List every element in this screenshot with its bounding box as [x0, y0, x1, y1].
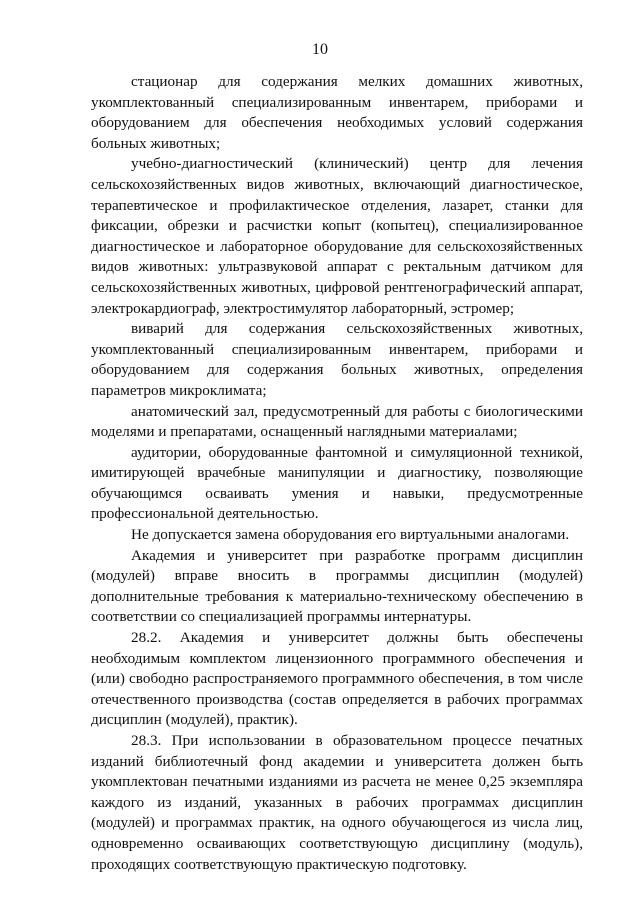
paragraph-simulation-classrooms: аудитории, оборудованные фантомной и симуляционной техникой, имитирующей врачебные манипуляции и диагностику, позволяющие обучающимся осваивать умения и навыки, предусмотренные профессиональной деятельностью. [91, 443, 583, 523]
paragraph-vivarium: виварий для содержания сельскохозяйственных животных, укомплектованный специализированным инвентарем, приборами и оборудованием для содержания больных животных, определения параметров микроклимата; [91, 320, 583, 399]
paragraph-clinical-center: учебно-диагностический (клинический) центр для лечения сельскохозяйственных видов животных, включающий диагностическое, терапевтическое и профилактическое отделения, лазарет, станки для фиксации, обрезки и расчистки копыт (копытец), специализированное диагностическое и лабораторное оборудование для сельскохозяйственных видов животных: ультразвуковой аппарат с ректальным датчиком для сельскохозяйственных животных, цифровой рентгенографический аппарат, электрокардиограф, электростимулятор лабораторный, эстромер; [91, 155, 583, 317]
paragraph-anatomy-hall: анатомический зал, предусмотренный для работы с биологическими моделями и препаратами, оснащенный наглядными материалами; [91, 402, 583, 441]
paragraph-28-3-library-fund: 28.3. При использовании в образовательном процессе печатных изданий библиотечный фонд академии и университета должен быть укомплектован печатными изданиями из расчета не менее 0,25 экземпляра каждого из изданий, указанных в рабочих программах дисциплин (модулей) и программах практик, на одного обучающегося из числа лиц, одновременно осваивающих соответствующую дисциплину (модуль), проходящих соответствующую практическую подготовку. [91, 732, 583, 873]
document-body [91, 72, 583, 875]
paragraph-additional-requirements: Академия и университет при разработке программ дисциплин (модулей) вправе вносить в программы дисциплин (модулей) дополнительные требования к материально-техническому обеспечению в соответствии со специализацией программы интернатуры. [91, 546, 583, 626]
page-number: 10 [312, 41, 328, 58]
paragraph-no-virtual-substitution: Не допускается замена оборудования его виртуальными аналогами. [131, 526, 570, 544]
paragraph-28-2-software: 28.2. Академия и университет должны быть обеспечены необходимым комплектом лицензионного программного обеспечения и (или) свободно распространяемого программного обеспечения, в том числе отечественного производства (состав определяется в рабочих программах дисциплин (модулей), практик). [91, 629, 583, 729]
paragraph-small-animal-hospital: стационар для содержания мелких домашних животных, укомплектованный специализированным инвентарем, приборами и оборудованием для обеспечения необходимых условий содержания больных животных; [91, 73, 583, 152]
